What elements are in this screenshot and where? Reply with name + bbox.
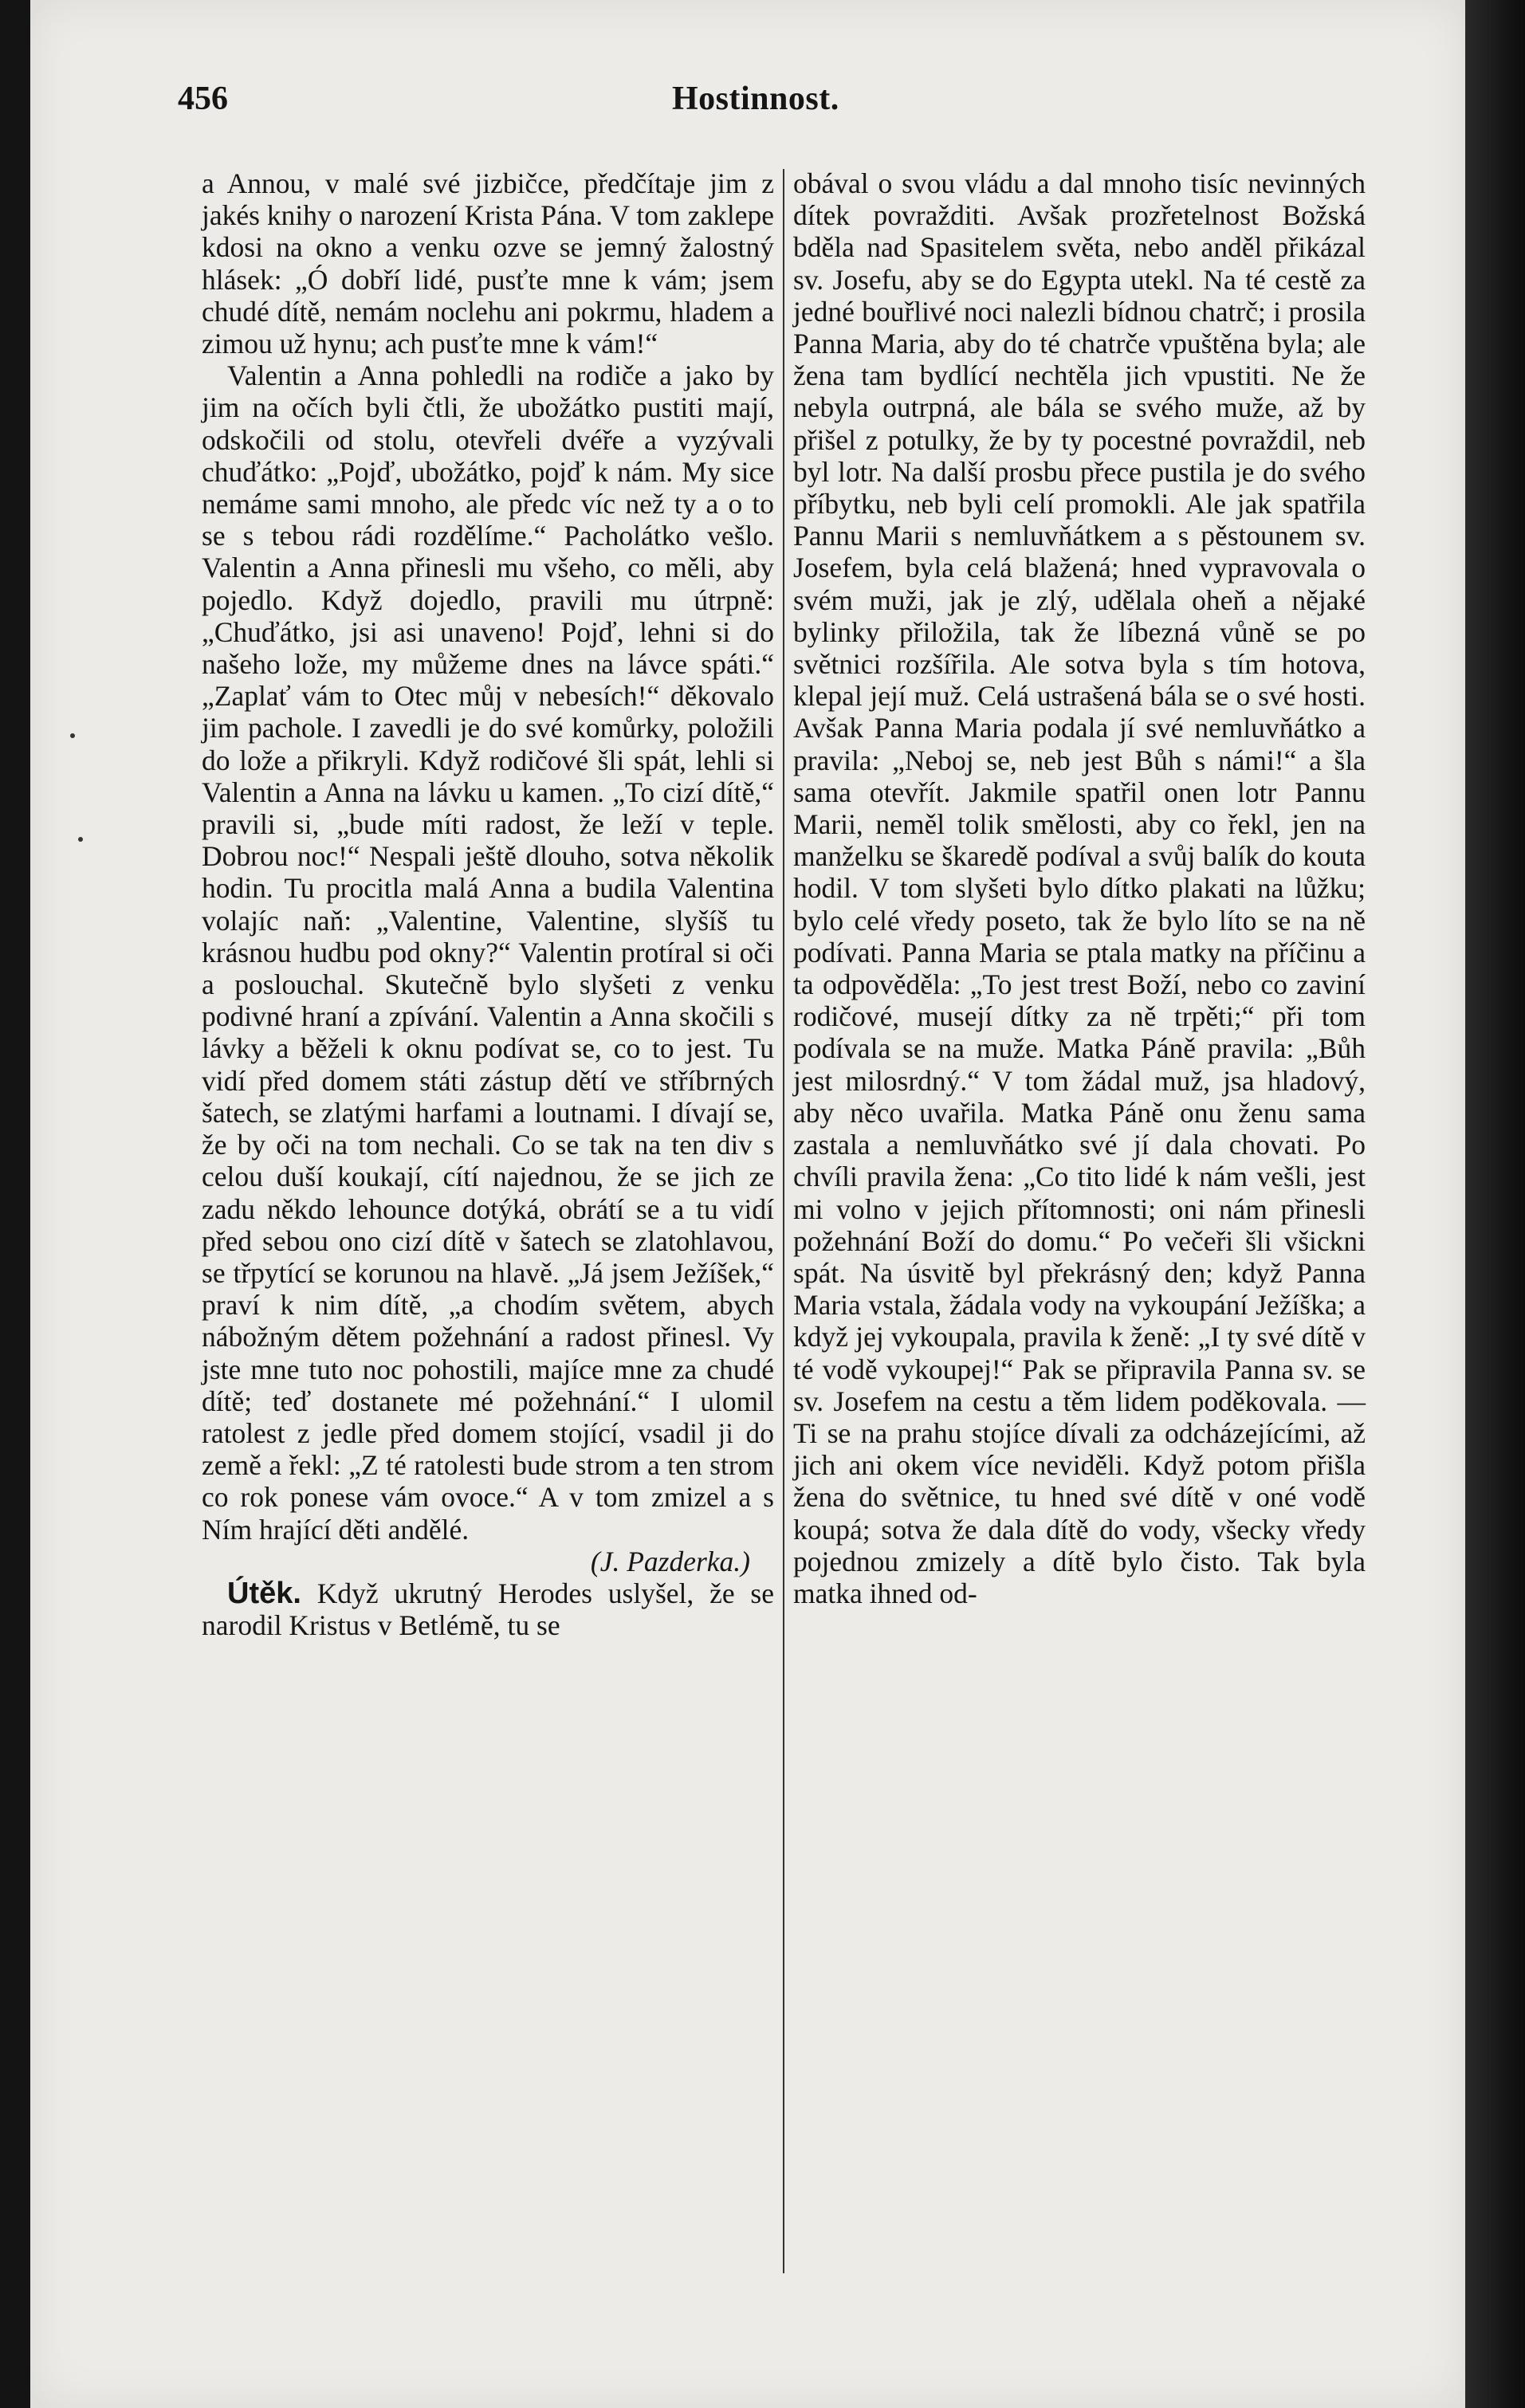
right-column [793,167,1366,1609]
speck [70,733,75,738]
book-page [30,0,1465,2408]
author-signature: (J. Pazderka.) [590,1545,750,1577]
paragraph [202,1577,774,1641]
left-column [202,167,774,1641]
paragraph: a Annou, v malé své jizbičce, předčítaje jim z jakés knihy o narození Krista Pána. V tom zaklepe kdosi na okno a venku ozve se jemný žalostný hlásek: „Ó dobří lidé, pusťte mne k vám; jsem chudé dítě, nemám noclehu ani pokrmu, hladem a zimou už hynu; ach pusťte mne k vám!“ [202,167,774,360]
paragraph: Valentin a Anna pohledli na rodiče a jako by jim na očích byli čtli, že ubožátko pustiti mají, odskočili od stolu, otevřeli dvéře a vyzývali chuďátko: „Pojď, ubožátko, pojď k nám. My sice nemáme sami mnoho, ale předc víc než ty a o to se s tebou rádi rozdělíme.“ Pacholátko vešlo. Valentin a Anna přinesli mu všeho, co měli, aby pojedlo. Když dojedlo, pravili mu útrpně: „Chuďátko, jsi asi unaveno! Pojď, lehni si do našeho lože, my můžeme dnes na lávce spáti.“ „Zaplať vám to Otec můj v nebesích!“ děkovalo jim pachole. I zavedli je do své komůrky, položili do lože a přikryli. Když rodičové šli spát, lehli si Valentin a Anna na lávku u kamen. „To cizí dítě,“ pravili si, „bude míti radost, že leží v teple. Dobrou noc!“ Nespali ještě dlouho, sotva několik hodin. Tu procitla malá Anna a budila Valentina volajíc naň: „Valentine, Valentine, slyšíš tu krásnou hudbu pod okny?“ Valentin protíral si oči a poslouchal. Skutečně bylo slyšeti z venku podivné hraní a zpívání. Valentin a Anna skočili s lávky a běželi k oknu podívat se, co to jest. Tu vidí před domem státi zástup dětí ve stříbrných šatech, se zlatými harfami a loutnami. I dívají se, že by oči na tom nechali. Co se tak na ten div s celou duší koukají, cítí najednou, že se jich ze zadu někdo lehounce dotýká, obrátí se a tu vidí před sebou ono cizí dítě v šatech se zlatohlavou, se třpytící se korunou na hlavě. „Já jsem Ježíšek,“ praví k nim dítě, „a chodím světem, abych nábožným dětem požehnání a radost přinesl. Vy jste mne tuto noc pohostili, majíce mne za chudé dítě; teď dostanete mé požehnání.“ I ulomil ratolest z jedle před domem stojící, vsadil ji do země a řekl: „Z té ratolesti bude strom a ten strom co rok ponese vám ovoce.“ A v tom zmizel a s Ním hrající děti andělé. [202,359,774,1546]
section-lead: Útěk. [227,1576,301,1610]
paragraph-text: Když ukrutný Herodes uslyšel, že se narodil Kristus v Betlémě, tu se [202,1577,774,1642]
running-title: Hostinnost. [672,81,839,117]
page-header [30,80,1465,128]
page-edge-shadow [1465,0,1525,2408]
column-divider [783,169,784,2273]
speck [78,837,83,842]
page-number: 456 [178,81,228,117]
paragraph: obával o svou vládu a dal mnoho tisíc nevinných dítek povražditi. Avšak prozřetelnost Božská bděla nad Spasitelem světa, nebo anděl přikázal sv. Josefu, aby se do Egypta utekl. Na té cestě za jedné bouřlivé noci nalezli bídnou chatrč; i prosila Panna Maria, aby do té chatrče vpuštěna byla; ale žena tam bydlící nechtěla jich vpustiti. Ne že nebyla outrpná, ale bála se svého muže, až by přišel z potulky, že by ty pocestné povraždil, neb byl lotr. Na další prosbu přece pustila je do svého příbytku, neb byli celí promokli. Ale jak spatřila Pannu Marii s nemluvňátkem a s pěstounem sv. Josefem, byla celá blažená; hned vypravovala o svém muži, jak je zlý, udělala oheň a nějaké bylinky přiložila, tak že líbezná vůně se po světnici rozšířila. Ale sotva byla s tím hotova, klepal její muž. Celá ustrašená bála se o své hosti. Avšak Panna Maria podala jí své nemluvňátko a pravila: „Neboj se, neb jest Bůh s námi!“ a šla sama otevřít. Jakmile spatřil onen lotr Pannu Marii, neměl tolik smělosti, aby co řekl, jen na manželku se škaredě podíval a svůj balík do kouta hodil. V tom slyšeti bylo dítko plakati na lůžku; bylo celé vředy poseto, tak že bylo líto se na ně podívati. Panna Maria se ptala matky na příčinu a ta odpověděla: „To jest trest Boží, nebo co zaviní rodičové, musejí dítky za ně trpěti;“ při tom podívala se na muže. Matka Páně pravila: „Bůh jest milosrdný.“ V tom žádal muž, jsa hladový, aby něco uvařila. Matka Páně onu ženu sama zastala a nemluvňátko své jí dala chovati. Po chvíli pravila žena: „Co tito lidé k nám vešli, jest mi volno v jejich přítomnosti; oni nám přinesli požehnání Boží do domu.“ Po večeři šli všickni spát. Na úsvitě byl překrásný den; když Panna Maria vstala, žádala vody na vykoupání Ježíška; a když jej vykoupala, pravila k ženě: „I ty své dítě v té vodě vykoupej!“ Pak se připravila Panna sv. se sv. Josefem na cestu a těm lidem poděkovala. — Ti se na prahu stojíce dívali za odcházejícími, až jich ani okem více neviděli. Když potom přišla žena do světnice, tu hned své dítě v oné vodě koupá; sotva že dala dítě do vody, všecky vředy pojednou zmizely a dítě bylo čisto. Tak byla matka ihned od- [793,167,1366,1609]
